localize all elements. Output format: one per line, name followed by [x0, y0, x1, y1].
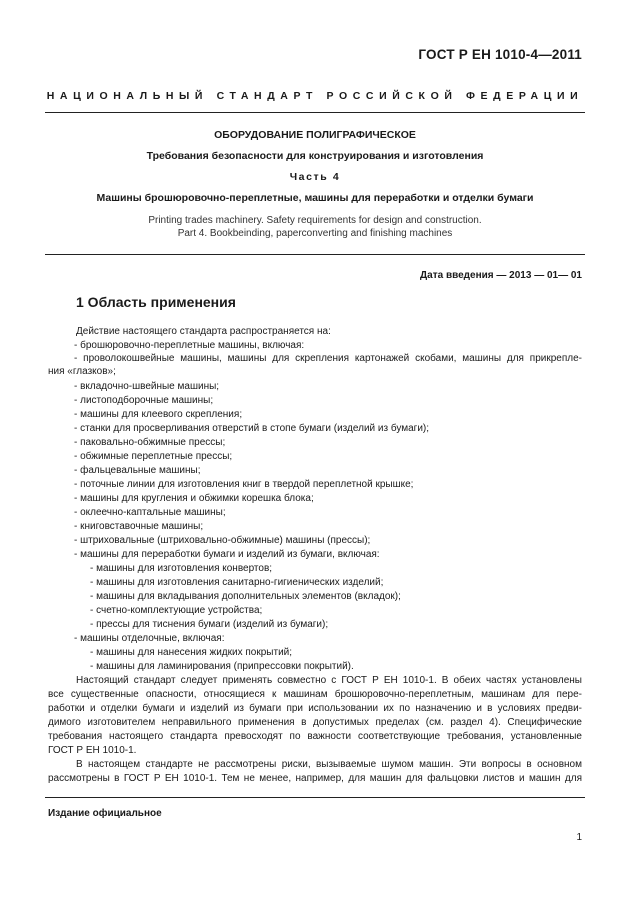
- paragraph-line: работки и отделки бумаги и изделий из бумаги при использовании их по назначению и в условиях предви-: [48, 703, 582, 714]
- list-item-continuation: ния «глазков»;: [48, 366, 116, 377]
- list-item: - штриховальные (штриховально-обжимные) машины (прессы);: [74, 535, 371, 546]
- sub-list-item: - машины для нанесения жидких покрытий;: [90, 647, 293, 658]
- list-item: - станки для просверливания отверстий в стопе бумаги (изделий из бумаги);: [74, 423, 430, 434]
- list-item: - машины для клеевого скрепления;: [74, 409, 243, 420]
- body-line: Действие настоящего стандарта распространяется на:: [76, 326, 331, 337]
- paragraph-line: ГОСТ Р ЕН 1010-1.: [48, 745, 137, 756]
- sub-list-item: - счетно-комплектующие устройства;: [90, 605, 263, 616]
- paragraph-line: димого изготовителем неправильного применения в допустимых пределах (см. раздел 4). Специфические: [48, 717, 582, 728]
- document-title: ОБОРУДОВАНИЕ ПОЛИГРАФИЧЕСКОЕ: [214, 129, 416, 141]
- list-item: - поточные линии для изготовления книг в твердой переплетной крышке;: [74, 479, 414, 490]
- paragraph-line: В настоящем стандарте не рассмотрены риски, вызываемые шумом машин. Эти вопросы в основном: [76, 759, 582, 770]
- document-part-title: Машины брошюровочно-переплетные, машины для переработки и отделки бумаги: [96, 192, 534, 204]
- list-item: - машины отделочные, включая:: [74, 633, 225, 644]
- english-title-line-1: Printing trades machinery. Safety requirements for design and construction.: [148, 215, 482, 226]
- sub-list-item: - машины для ламинирования (припрессовки покрытий).: [90, 661, 354, 672]
- document-subtitle: Требования безопасности для конструирования и изготовления: [146, 150, 484, 162]
- sub-list-item: - машины для изготовления конвертов;: [90, 563, 273, 574]
- list-item: - машины для переработки бумаги и изделий из бумаги, включая:: [74, 549, 380, 560]
- footer-divider: [45, 797, 585, 798]
- list-item: - проволокошвейные машины, машины для скрепления картонажей скобами, машины для прикрепле-: [74, 353, 582, 364]
- list-item: - вкладочно-швейные машины;: [74, 381, 220, 392]
- list-item: - брошюровочно-переплетные машины, включая:: [74, 340, 305, 351]
- list-item: - листоподборочные машины;: [74, 395, 214, 406]
- national-standard-banner: НАЦИОНАЛЬНЫЙ СТАНДАРТ РОССИЙСКОЙ ФЕДЕРАЦИИ: [46, 90, 584, 102]
- list-item: - машины для кругления и обжимки корешка блока;: [74, 493, 314, 504]
- paragraph-line: требования настоящего стандарта превосходят по важности соответствующие требования, установленные: [48, 731, 582, 742]
- sub-list-item: - машины для изготовления санитарно-гигиенических изделий;: [90, 577, 384, 588]
- official-edition-label: Издание официальное: [48, 808, 162, 819]
- title-divider: [45, 254, 585, 255]
- list-item: - обжимные переплетные прессы;: [74, 451, 233, 462]
- standard-code: ГОСТ Р ЕН 1010-4—2011: [418, 47, 582, 62]
- header-divider: [45, 112, 585, 113]
- english-title-line-2: Part 4. Bookbeinding, paperconverting and finishing machines: [177, 228, 453, 239]
- section-heading: 1 Область применения: [76, 294, 236, 310]
- list-item: - фальцевальные машины;: [74, 465, 201, 476]
- introduction-date: Дата введения — 2013 — 01— 01: [420, 270, 582, 281]
- sub-list-item: - машины для вкладывания дополнительных элементов (вкладок);: [90, 591, 401, 602]
- sub-list-item: - прессы для тиснения бумаги (изделий из бумаги);: [90, 619, 329, 630]
- paragraph-line: рассмотрены в ГОСТ Р ЕН 1010-1. Тем не менее, например, для машин для фальцовки листов и машин для: [48, 773, 582, 784]
- list-item: - книговставочные машины;: [74, 521, 204, 532]
- page-number: 1: [576, 832, 582, 843]
- paragraph-line: Настоящий стандарт следует применять совместно с ГОСТ Р ЕН 1010-1. В обеих частях установлены: [76, 675, 582, 686]
- paragraph-line: все существенные опасности, относящиеся к машинам брошюровочно-переплетным, машинам для пере-: [48, 689, 582, 700]
- list-item: - паковально-обжимные прессы;: [74, 437, 226, 448]
- list-item: - оклеечно-каптальные машины;: [74, 507, 226, 518]
- document-part: Часть 4: [289, 171, 341, 183]
